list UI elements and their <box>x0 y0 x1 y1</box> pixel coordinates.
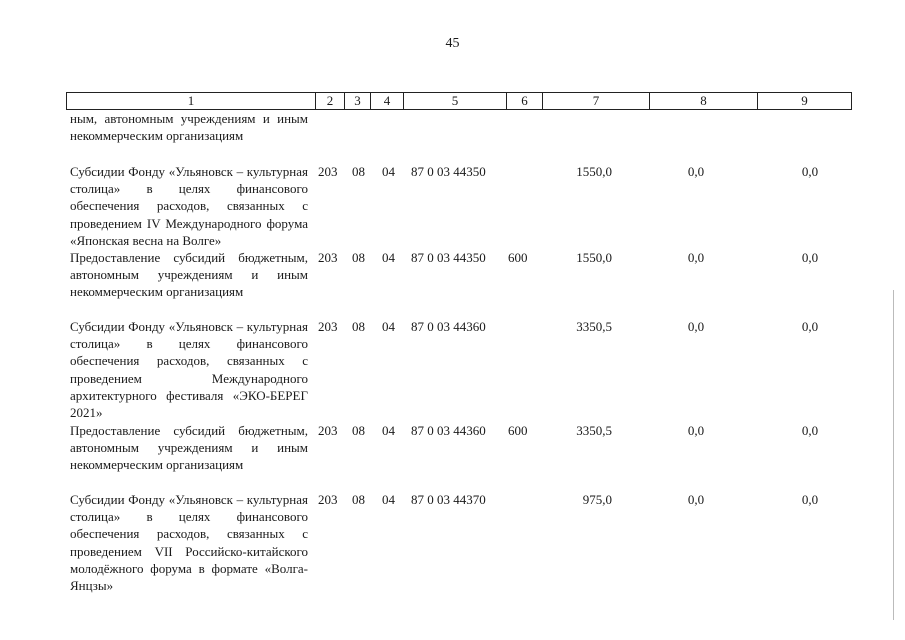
row-amount: 3350,5 <box>576 423 612 438</box>
row-subsection: 04 <box>382 164 395 179</box>
row-subsection: 04 <box>382 250 395 265</box>
row-section: 08 <box>352 423 365 438</box>
row-code: 203 <box>318 319 338 334</box>
row-code: 203 <box>318 423 338 438</box>
row-target: 87 0 03 44360 <box>411 423 486 438</box>
row-description: ным, автономным учреждениям и иным некоммерческим организациям <box>70 111 308 144</box>
row-amount: 1550,0 <box>576 164 612 179</box>
header-col-6: 6 <box>506 93 542 109</box>
row-section: 08 <box>352 164 365 179</box>
header-col-1: 1 <box>187 93 195 108</box>
table-header <box>66 92 852 110</box>
row-type: 600 <box>508 423 528 438</box>
row-code: 203 <box>318 250 338 265</box>
row-code: 203 <box>318 164 338 179</box>
row-target: 87 0 03 44360 <box>411 319 486 334</box>
row-col8: 0,0 <box>687 492 705 507</box>
row-subsection: 04 <box>382 319 395 334</box>
row-col9: 0,0 <box>801 423 819 438</box>
row-target: 87 0 03 44350 <box>411 164 486 179</box>
row-target: 87 0 03 44370 <box>411 492 486 507</box>
header-col-8: 8 <box>649 93 757 109</box>
row-col9: 0,0 <box>801 492 819 507</box>
header-col-5: 5 <box>403 93 506 109</box>
row-col8: 0,0 <box>687 250 705 265</box>
row-section: 08 <box>352 250 365 265</box>
row-col8: 0,0 <box>687 423 705 438</box>
row-col8: 0,0 <box>687 319 705 334</box>
header-col-4: 4 <box>370 93 403 109</box>
row-subsection: 04 <box>382 492 395 507</box>
header-col-9: 9 <box>757 93 851 109</box>
page-edge-rule <box>893 290 894 620</box>
row-amount: 3350,5 <box>576 319 612 334</box>
row-section: 08 <box>352 492 365 507</box>
row-code: 203 <box>318 492 338 507</box>
row-col9: 0,0 <box>801 250 819 265</box>
row-description: Предоставление субсидий бюджетным, автономным учреждениям и иным некоммерческим организациям <box>70 250 308 300</box>
page-number: 45 <box>445 36 460 51</box>
row-description: Субсидии Фонду «Ульяновск – культурная столица» в целях финансового обеспечения расходов, связанных с проведением IV Международного форума «Японская весна на Волге» <box>70 164 308 248</box>
row-description: Субсидии Фонду «Ульяновск – культурная столица» в целях финансового обеспечения расходов, связанных с проведением VII Российско-китайского молодёжного форума в формате «Волга-Янцзы» <box>70 492 308 594</box>
row-amount: 1550,0 <box>576 250 612 265</box>
row-amount: 975,0 <box>582 492 612 507</box>
row-subsection: 04 <box>382 423 395 438</box>
header-col-2: 2 <box>315 93 344 109</box>
row-col8: 0,0 <box>687 164 705 179</box>
row-section: 08 <box>352 319 365 334</box>
row-col9: 0,0 <box>801 319 819 334</box>
row-description: Субсидии Фонду «Ульяновск – культурная столица» в целях финансового обеспечения расходов, связанных с проведением Международного архитектурного фестиваля «ЭКО-БЕРЕГ 2021» <box>70 319 308 421</box>
row-target: 87 0 03 44350 <box>411 250 486 265</box>
header-col-7: 7 <box>542 93 649 109</box>
row-description: Предоставление субсидий бюджетным, автономным учреждениям и иным некоммерческим организациям <box>70 423 308 473</box>
header-col-3: 3 <box>344 93 370 109</box>
row-type: 600 <box>508 250 528 265</box>
row-col9: 0,0 <box>801 164 819 179</box>
